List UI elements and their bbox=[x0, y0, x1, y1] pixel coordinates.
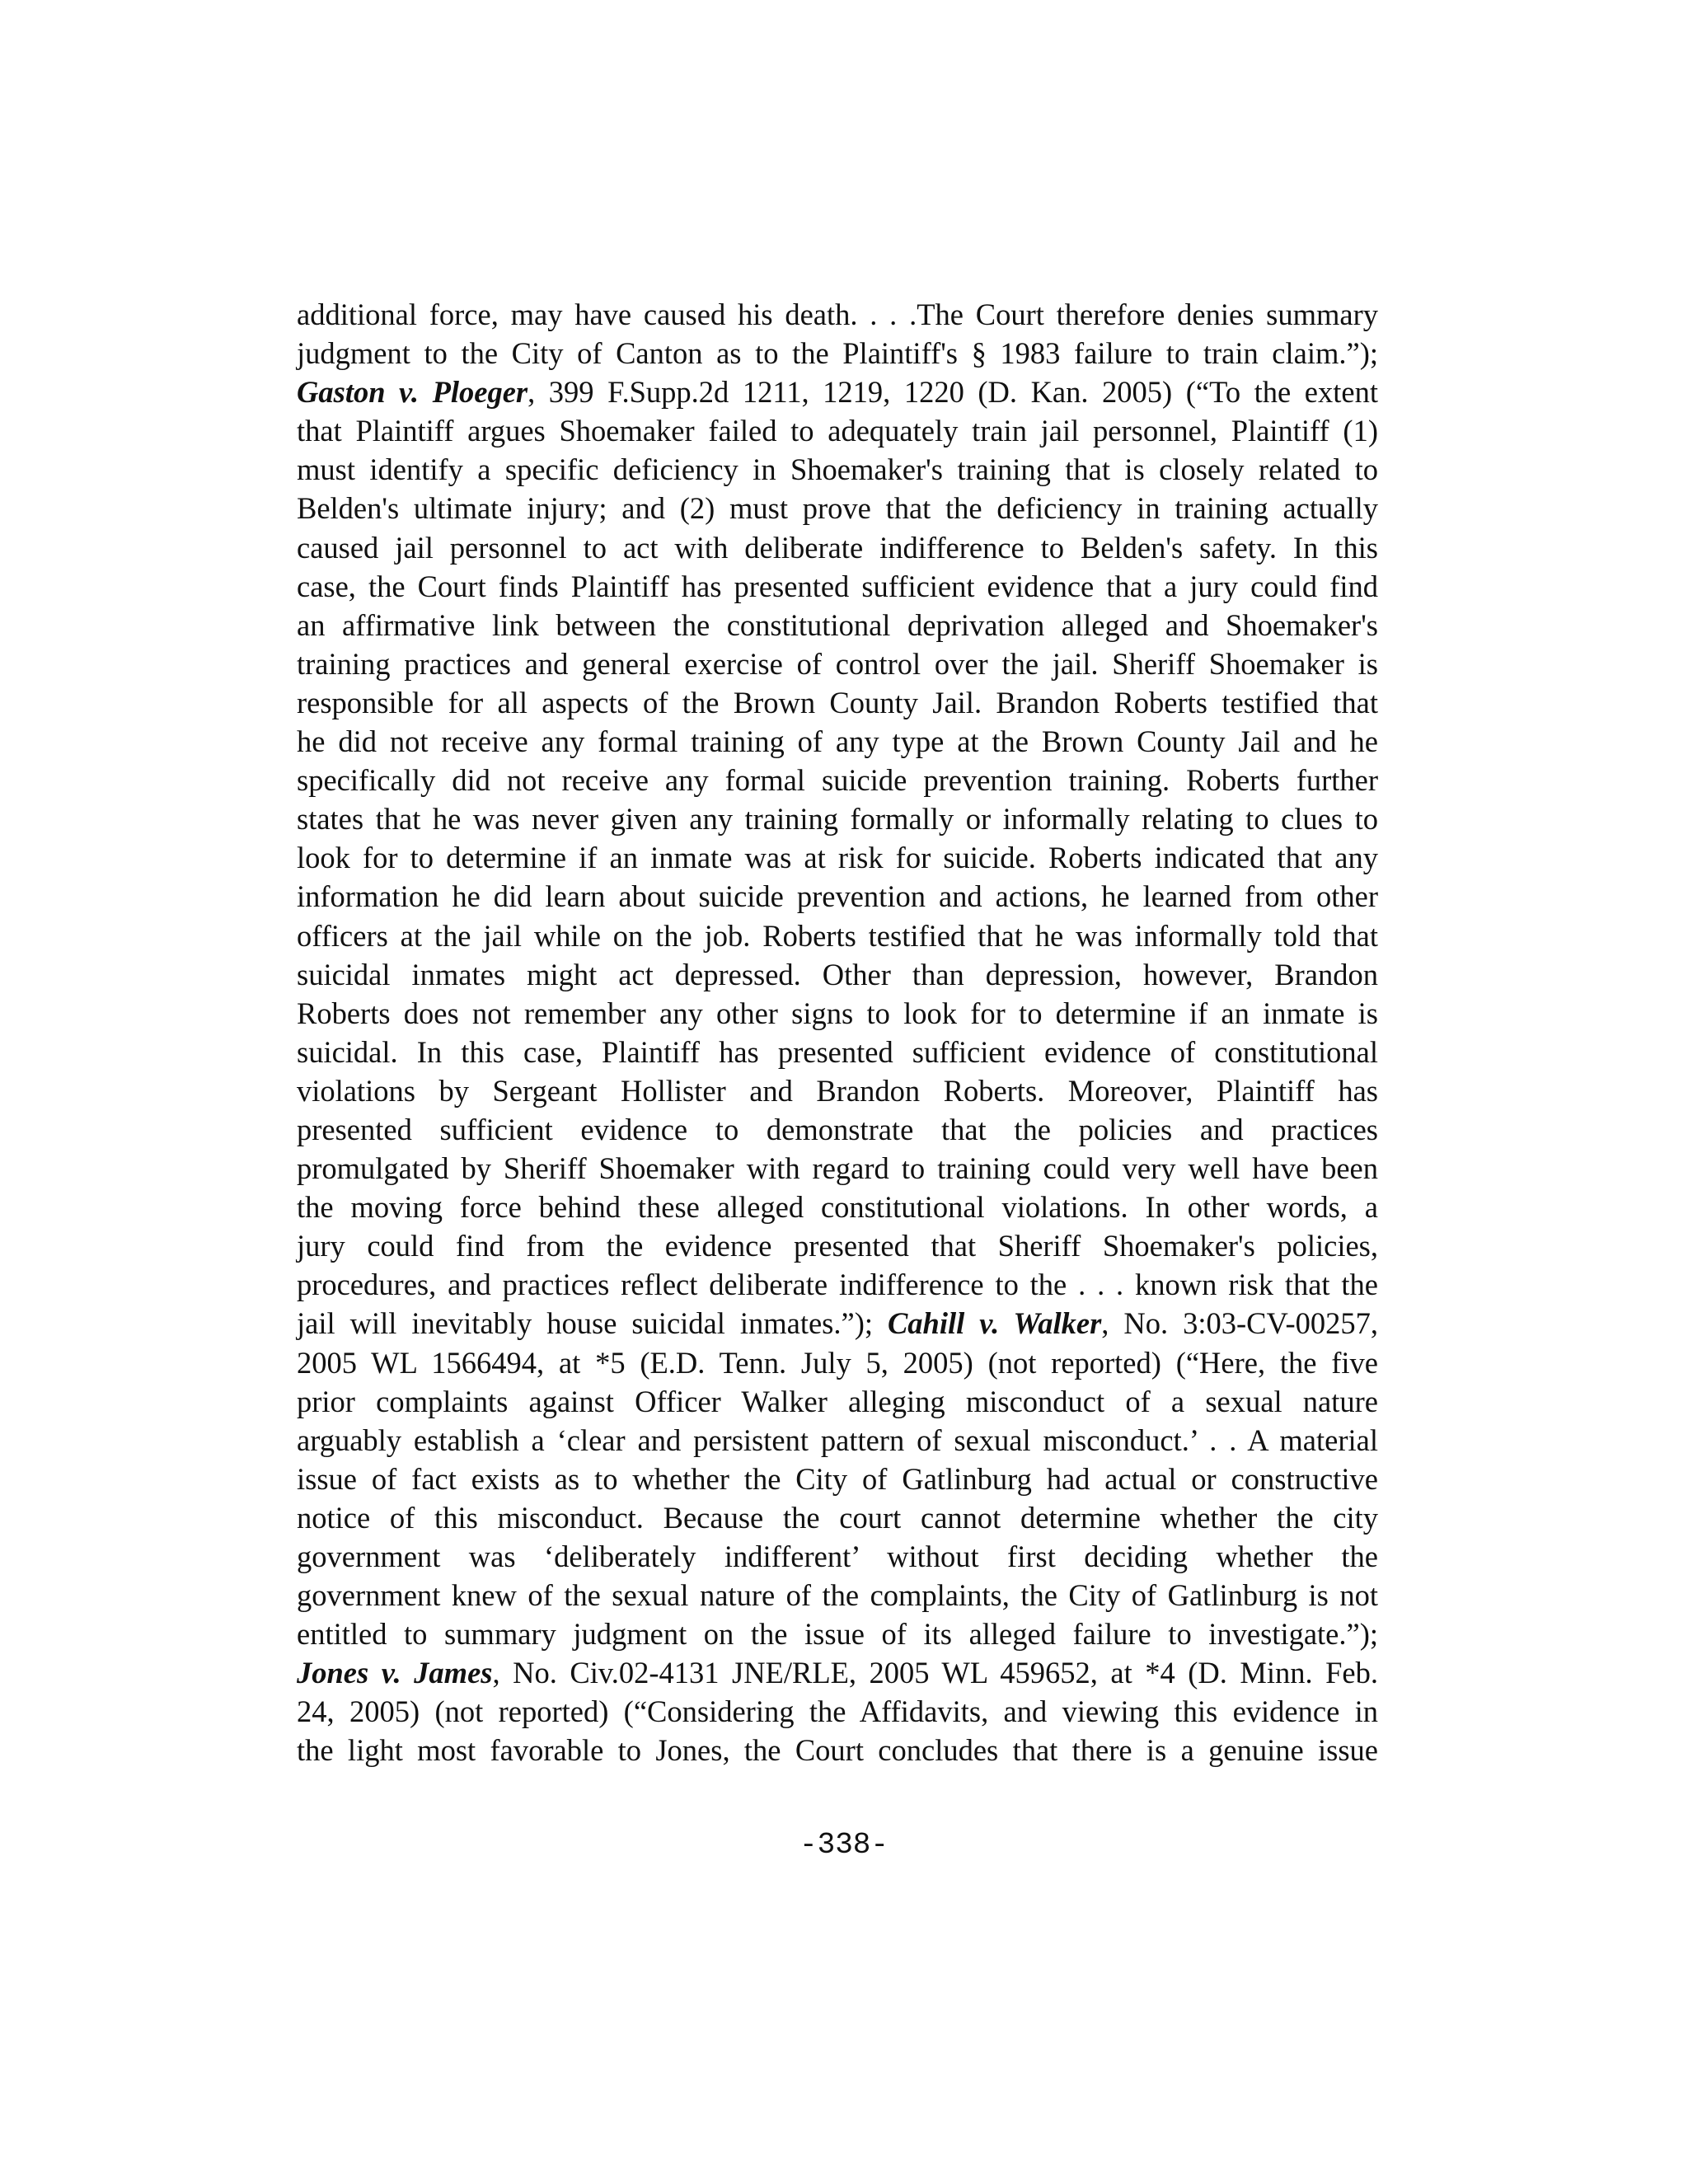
text-line bbox=[297, 1653, 1378, 1692]
text-line bbox=[297, 994, 1378, 1033]
text-line bbox=[297, 1071, 1378, 1110]
text-line bbox=[297, 1731, 1378, 1769]
text-segment: case, the Court finds Plaintiff has presented sufficient evidence that a jury could find bbox=[297, 569, 1378, 603]
text-line bbox=[297, 799, 1378, 838]
text-segment: responsible for all aspects of the Brown County Jail. Brandon Roberts testified that bbox=[297, 685, 1378, 719]
body-paragraph bbox=[297, 295, 1378, 1770]
text-line bbox=[297, 1343, 1378, 1382]
text-line bbox=[297, 1149, 1378, 1188]
text-line bbox=[297, 411, 1378, 450]
text-segment: Roberts does not remember any other signs to look for to determine if an inmate is bbox=[297, 996, 1378, 1030]
text-line bbox=[297, 1421, 1378, 1460]
text-segment: that Plaintiff argues Shoemaker failed to adequately train jail personnel, Plaintiff (1) bbox=[297, 414, 1378, 448]
text-line bbox=[297, 567, 1378, 606]
text-segment: promulgated by Sheriff Shoemaker with regard to training could very well have been bbox=[297, 1151, 1378, 1186]
text-segment: he did not receive any formal training of any type at the Brown County Jail and he bbox=[297, 724, 1378, 759]
page-number: -338- bbox=[799, 1828, 889, 1862]
text-line bbox=[297, 528, 1378, 567]
text-line bbox=[297, 1576, 1378, 1615]
text-line bbox=[297, 1692, 1378, 1731]
text-segment: look for to determine if an inmate was at risk for suicide. Roberts indicated that any bbox=[297, 841, 1378, 875]
text-segment: additional force, may have caused his death. . . .The Court therefore denies summary bbox=[297, 298, 1378, 331]
text-segment: issue of fact exists as to whether the City of Gatlinburg had actual or constructive bbox=[297, 1461, 1378, 1496]
text-segment: suicidal. In this case, Plaintiff has presented sufficient evidence of constitutional bbox=[297, 1034, 1378, 1069]
text-segment: jury could find from the evidence presented that Sheriff Shoemaker's policies, bbox=[297, 1229, 1378, 1263]
text-segment: , No. 3:03-CV-00257, bbox=[1101, 1306, 1379, 1341]
text-segment: presented sufficient evidence to demonstrate that the policies and practices bbox=[297, 1112, 1378, 1146]
text-segment: , No. Civ.02-4131 JNE/RLE, 2005 WL 459652, at *4 (D. Minn. Feb. bbox=[492, 1656, 1378, 1690]
text-segment: 2005 WL 1566494, at *5 (E.D. Tenn. July 5, 2005) (not reported) (“Here, the five bbox=[297, 1345, 1378, 1380]
text-line bbox=[297, 916, 1378, 955]
text-segment: procedures, and practices reflect deliberate indifference to the . . . known risk that the bbox=[297, 1268, 1378, 1302]
text-segment: must identify a specific deficiency in Shoemaker's training that is closely related to bbox=[297, 452, 1378, 487]
text-segment: the light most favorable to Jones, the Court concludes that there is a genuine issue bbox=[297, 1733, 1378, 1768]
text-segment: suicidal inmates might act depressed. Other than depression, however, Brandon bbox=[297, 957, 1378, 991]
text-line bbox=[297, 1110, 1378, 1149]
text-line bbox=[297, 1265, 1378, 1304]
text-segment: , 399 F.Supp.2d 1211, 1219, 1220 (D. Kan. 2005) (“To the extent bbox=[528, 375, 1378, 410]
text-line bbox=[297, 606, 1378, 644]
text-line bbox=[297, 683, 1378, 722]
text-line bbox=[297, 1304, 1378, 1343]
text-segment: caused jail personnel to act with deliberate indifference to Belden's safety. In this bbox=[297, 530, 1378, 565]
text-segment: jail will inevitably house suicidal inmates.”); bbox=[297, 1306, 888, 1341]
text-line bbox=[297, 955, 1378, 994]
text-line bbox=[297, 373, 1378, 411]
text-segment: 24, 2005) (not reported) (“Considering the Affidavits, and viewing this evidence in bbox=[297, 1694, 1378, 1729]
text-line bbox=[297, 1537, 1378, 1576]
text-line bbox=[297, 1188, 1378, 1226]
text-segment: entitled to summary judgment on the issue of its alleged failure to investigate.”); bbox=[297, 1617, 1378, 1652]
text-segment: government knew of the sexual nature of the complaints, the City of Gatlinburg is not bbox=[297, 1578, 1378, 1613]
text-line bbox=[297, 1226, 1378, 1265]
text-line bbox=[297, 877, 1378, 916]
text-segment: violations by Sergeant Hollister and Brandon Roberts. Moreover, Plaintiff has bbox=[297, 1073, 1378, 1108]
text-segment: training practices and general exercise of control over the jail. Sheriff Shoemaker is bbox=[297, 646, 1378, 681]
text-segment: prior complaints against Officer Walker alleging misconduct of a sexual nature bbox=[297, 1384, 1378, 1418]
text-line bbox=[297, 295, 1378, 334]
text-line bbox=[297, 450, 1378, 489]
text-segment: government was ‘deliberately indifferent’ without first deciding whether the bbox=[297, 1540, 1378, 1573]
text-segment: information he did learn about suicide prevention and actions, he learned from other bbox=[297, 879, 1378, 914]
text-segment: Belden's ultimate injury; and (2) must prove that the deficiency in training actually bbox=[297, 491, 1378, 526]
text-segment: arguably establish a ‘clear and persistent pattern of sexual misconduct.’ . . A material bbox=[297, 1422, 1378, 1457]
text-segment: officers at the jail while on the job. Roberts testified that he was informally told that bbox=[297, 918, 1378, 953]
text-line bbox=[297, 334, 1378, 373]
text-segment: an affirmative link between the constitutional deprivation alleged and Shoemaker's bbox=[297, 607, 1378, 642]
text-line bbox=[297, 1498, 1378, 1537]
text-line bbox=[297, 761, 1378, 799]
text-line bbox=[297, 838, 1378, 877]
text-line bbox=[297, 1615, 1378, 1653]
text-line bbox=[297, 489, 1378, 527]
text-segment: notice of this misconduct. Because the court cannot determine whether the city bbox=[297, 1500, 1378, 1535]
text-line bbox=[297, 644, 1378, 683]
text-segment: judgment to the City of Canton as to the Plaintiff's § 1983 failure to train claim.”); bbox=[297, 336, 1378, 371]
case-citation: Cahill v. Walker bbox=[887, 1306, 1102, 1341]
text-segment: specifically did not receive any formal suicide prevention training. Roberts further bbox=[297, 763, 1378, 798]
case-citation: Jones v. James bbox=[297, 1656, 493, 1690]
text-line bbox=[297, 722, 1378, 761]
case-citation: Gaston v. Ploeger bbox=[297, 375, 528, 410]
text-line bbox=[297, 1460, 1378, 1498]
text-line bbox=[297, 1382, 1378, 1421]
text-line bbox=[297, 1033, 1378, 1071]
text-segment: the moving force behind these alleged constitutional violations. In other words, a bbox=[297, 1190, 1378, 1225]
text-segment: states that he was never given any training formally or informally relating to clues to bbox=[297, 802, 1378, 837]
